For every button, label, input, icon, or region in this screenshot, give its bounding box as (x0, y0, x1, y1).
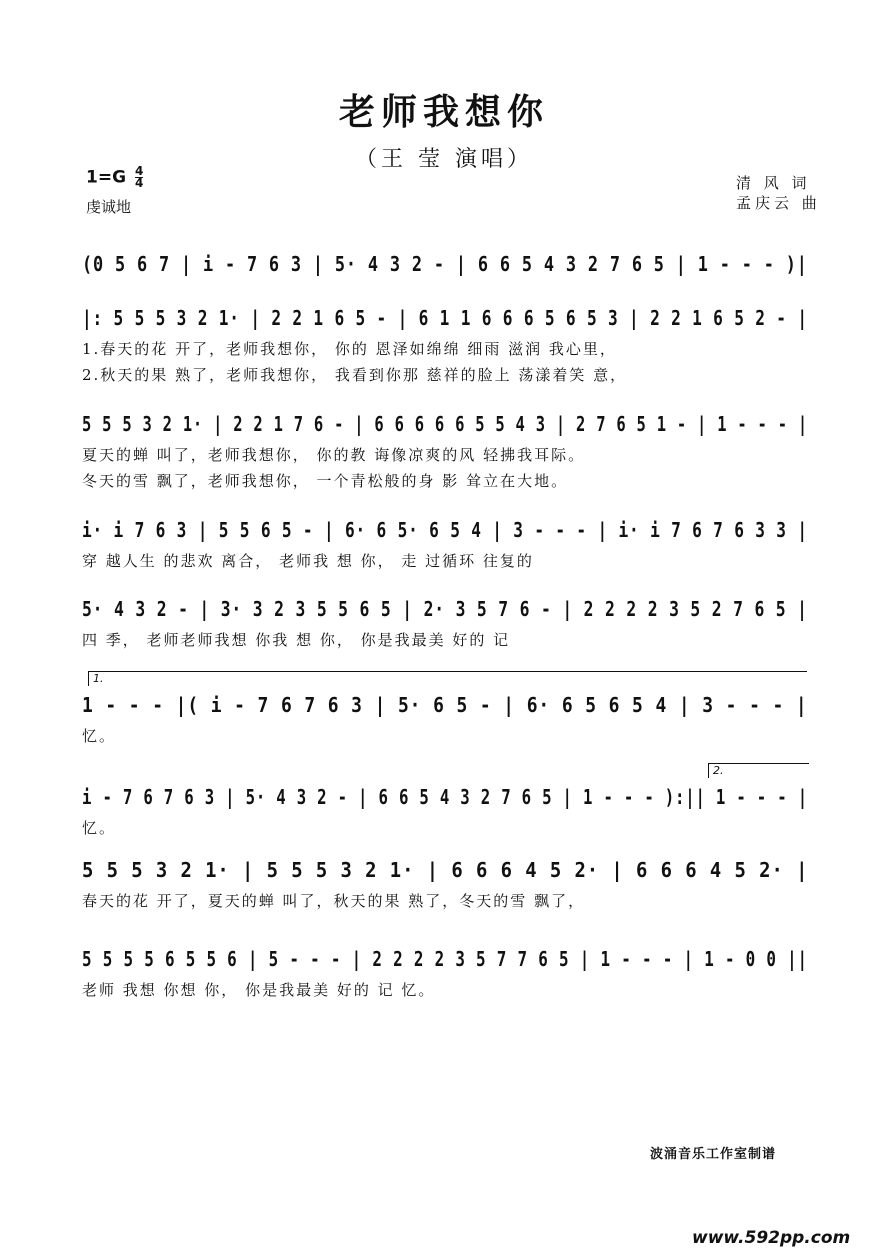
website-watermark: www.592pp.com (692, 1228, 851, 1248)
score-row (82, 306, 812, 386)
composer-credit: 孟庆云 曲 (736, 194, 821, 212)
score-row (82, 672, 812, 773)
lyric-line: 忆。 (82, 819, 117, 837)
score-row (82, 858, 812, 938)
performer-note: （王 莹 演唱） (355, 147, 533, 172)
lyric-line: 夏天的蝉 叫了，老师我想你， 你的教 诲像凉爽的风 轻拂我耳际。 (82, 446, 586, 464)
notation-line: 5 5 5 3 2 1· | 5 5 5 3 2 1· | 6 6 6 4 5 2· | 6 6 6 4 5 2· | (82, 858, 809, 882)
score-row (82, 412, 812, 492)
score-row (82, 764, 812, 865)
volta-label: 1. (93, 672, 104, 685)
lyric-line: 春天的花 开了，夏天的蝉 叫了，秋天的果 熟了，冬天的雪 飘了， (82, 892, 586, 910)
score-row (82, 597, 812, 677)
notation-line: i - 7 6 7 6 3 | 5· 4 3 2 - | 6 6 5 4 3 2 7 6 5 | 1 - - - ):|| 1 - - - | (82, 785, 808, 809)
volta-bracket (88, 671, 807, 686)
lyric-line: 四 季， 老师老师我想 你我 想 你， 你是我最美 好的 记 (82, 631, 511, 649)
lyric-line: 老师 我想 你想 你， 你是我最美 好的 记 忆。 (82, 981, 436, 999)
score-row (82, 518, 812, 598)
studio-credit: 波涌音乐工作室制谱 (650, 1147, 777, 1162)
lyric-line: 冬天的雪 飘了，老师我想你， 一个青松般的身 影 耸立在大地。 (82, 472, 569, 490)
notation-line: 1 - - - |( i - 7 6 7 6 3 | 5· 6 5 - | 6· 6 5 6 5 4 | 3 - - - | (82, 693, 808, 717)
notation-line: (0 5 6 7 | i - 7 6 3 | 5· 4 3 2 - | 6 6 5 4 3 2 7 6 5 | 1 - - - )| (82, 252, 808, 276)
key-label: 1=G (86, 167, 127, 188)
lyricist-credit: 清 风 词 (736, 174, 811, 192)
notation-line: 5 5 5 5 6 5 5 6 | 5 - - - | 2 2 2 2 3 5 7 7 6 5 | 1 - - - | 1 - 0 0 || (82, 947, 808, 971)
lyric-line: 忆。 (82, 727, 117, 745)
song-title: 老师我想你 (338, 91, 549, 133)
lyric-line: 穿 越人生 的悲欢 离合， 老师我 想 你， 走 过循环 往复的 (82, 552, 534, 570)
volta-label: 2. (713, 764, 724, 777)
expression-mark: 虔诚地 (86, 198, 132, 216)
notation-line: 5 5 5 3 2 1· | 2 2 1 7 6 - | 6 6 6 6 6 5 5 4 3 | 2 7 6 5 1 - | 1 - - - | (82, 412, 808, 436)
notation-line: 5· 4 3 2 - | 3· 3 2 3 5 5 6 5 | 2· 3 5 7 6 - | 2 2 2 2 3 5 2 7 6 5 | (82, 597, 808, 621)
lyric-line: 1.春天的花 开了，老师我想你， 你的 恩泽如绵绵 细雨 滋润 我心里， (82, 340, 617, 358)
notation-line: |: 5 5 5 3 2 1· | 2 2 1 6 5 - | 6 1 1 6 6 6 5 6 5 3 | 2 2 1 6 5 2 - | (82, 306, 808, 330)
time-bottom: 4 (134, 176, 144, 190)
time-top: 4 (134, 164, 144, 178)
key-signature (86, 166, 143, 189)
score-row (82, 947, 812, 1027)
notation-line: i· i 7 6 3 | 5 5 6 5 - | 6· 6 5· 6 5 4 | 3 - - - | i· i 7 6 7 6 3 3 | (82, 518, 808, 542)
time-signature (135, 166, 143, 189)
lyric-line: 2.秋天的果 熟了，老师我想你， 我看到你那 慈祥的脸上 荡漾着笑 意， (82, 366, 628, 384)
volta-bracket (708, 763, 809, 778)
